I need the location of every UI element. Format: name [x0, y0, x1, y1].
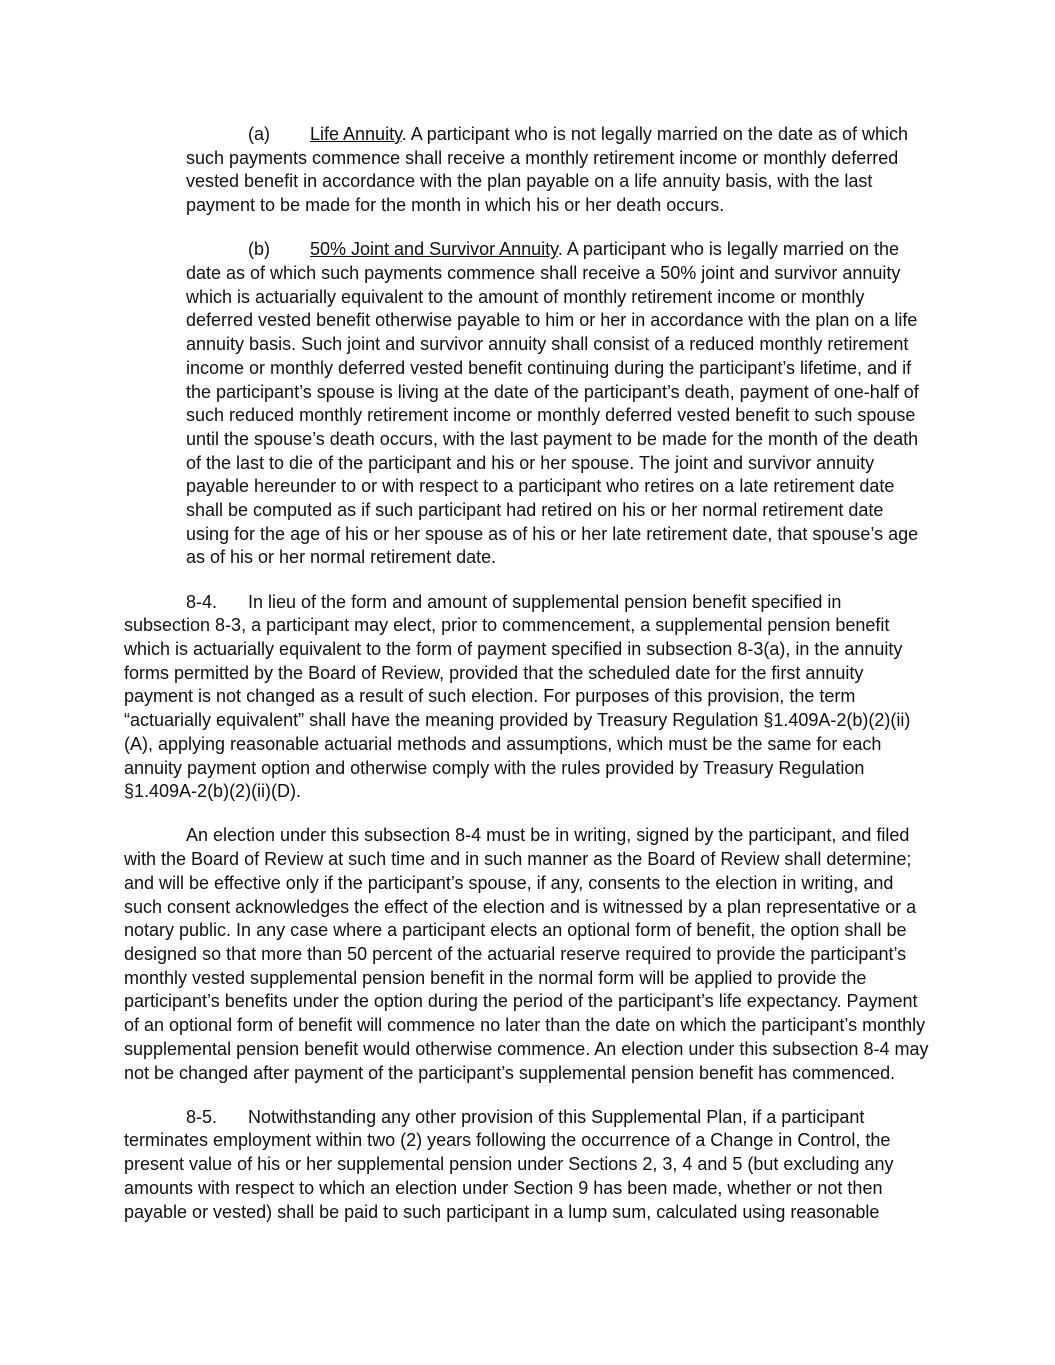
paragraph-label: 8-5.	[186, 1106, 218, 1127]
document-page	[124, 123, 930, 1245]
paragraph-caption: 50% Joint and Survivor Annuity	[310, 239, 558, 260]
paragraph-text: . A participant who is legally married on the date as of which such payments commence shall receive a 50% joint and survivor annuity which is actuarially equivalent to the amount of monthly retirement income or monthly deferred vested benefit otherwise payable to him or her in accordance with the plan on a life annuity basis. Such joint and survivor annuity shall consist of a reduced monthly retirement income or monthly deferred vested benefit continuing during the participant’s lifetime, and if the participant’s spouse is living at the date of the participant’s death, payment of one-half of such reduced monthly retirement income or monthly deferred vested benefit to such spouse until the spouse’s death occurs, with the last payment to be made for the month of the death of the last to die of the participant and his or her spouse. The joint and survivor annuity payable hereunder to or with respect to a participant who retires on a late retirement date shall be computed as if such participant had retired on his or her normal retirement date using for the age of his or her spouse as of his or her late retirement date, that spouse’s age as of his or her normal retirement date.	[186, 239, 919, 568]
paragraph-caption: Life Annuity	[310, 124, 402, 144]
paragraph-label: (b)	[248, 239, 270, 260]
paragraph-label: 8-4.	[186, 591, 218, 612]
paragraph-text: . A participant who is not legally married on the date as of which such payments commence shall receive a monthly retirement income or monthly deferred vested benefit in accordance with the plan payable on a life annuity basis, with the last payment to be made for the month in which his or her death occurs.	[186, 124, 909, 216]
paragraph-label: (a)	[248, 124, 270, 144]
paragraph-8-4	[124, 591, 930, 804]
paragraph-text: Notwithstanding any other provision of this Supplemental Plan, if a participant terminates employment within two (2) years following the occurrence of a Change in Control, the present value of his or her supplemental pension under Sections 2, 3, 4 and 5 (but excluding any amounts with respect to which an election under Section 9 has been made, whether or not then payable or vested) shall be paid to such participant in a lump sum, calculated using reasonable	[124, 1106, 894, 1222]
paragraph-8-3a	[186, 123, 930, 218]
paragraph-text: An election under this subsection 8-4 must be in writing, signed by the participant, and filed with the Board of Review at such time and in such manner as the Board of Review shall determine; and will be effective only if the participant’s spouse, if any, consents to the election in writing, and such consent acknowledges the effect of the election and is witnessed by a plan representative or a notary public. In any case where a participant elects an optional form of benefit, the option shall be designed so that more than 50 percent of the actuarial reserve required to provide the participant’s monthly vested supplemental pension benefit in the normal form will be applied to provide the participant’s benefits under the option during the period of the participant’s life expectancy. Payment of an optional form of benefit will commence no later than the date on which the participant’s monthly supplemental pension benefit would otherwise commence. An election under this subsection 8-4 may not be changed after payment of the participant’s supplemental pension benefit has commenced.	[124, 825, 929, 1083]
paragraph-8-3b	[186, 238, 930, 570]
paragraph-8-5	[124, 1106, 930, 1225]
paragraph-text: In lieu of the form and amount of supplemental pension benefit specified in subsection 8-3, a participant may elect, prior to commencement, a supplemental pension benefit which is actuarially equivalent to the form of payment specified in subsection 8-3(a), in the annuity forms permitted by the Board of Review, provided that the scheduled date for the first annuity payment is not changed as a result of such election. For purposes of this provision, the term “actuarially equivalent” shall have the meaning provided by Treasury Regulation §1.409A-2(b)(2)(ii)(A), applying reasonable actuarial methods and assumptions, which must be the same for each annuity payment option and otherwise comply with the rules provided by Treasury Regulation §1.409A-2(b)(2)(ii)(D).	[124, 591, 911, 802]
paragraph-8-4-election	[124, 824, 930, 1085]
